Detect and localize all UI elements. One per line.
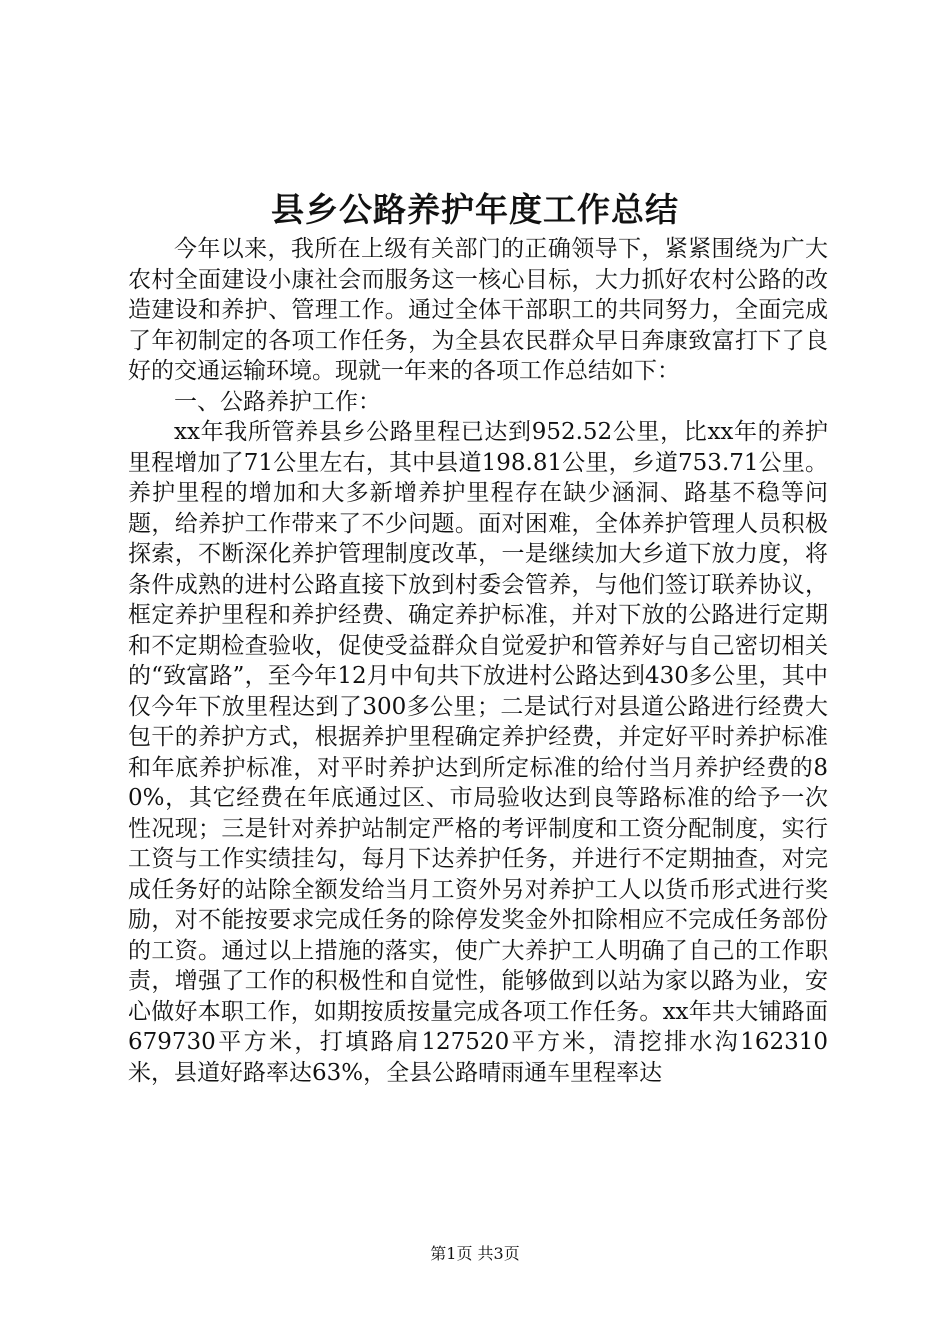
document-title: 县乡公路养护年度工作总结 [271, 190, 679, 229]
section-heading-road-maintenance: 一、公路养护工作： [174, 388, 381, 415]
paragraph-intro: 今年以来，我所在上级有关部门的正确领导下，紧紧围绕为广大农村全面建设小康社会而服务这一核心目标，大力抓好农村公路的改造建设和养护、管理工作。通过全体干部职工的共同努力，全面完成了年初制定的各项工作任务，为全县农民群众早日奔康致富打下了良好的交通运输环境。现就一年来的各项工作总结如下： [128, 236, 828, 384]
paragraph-road-maintenance: xx年我所管养县乡公路里程已达到952.52公里，比xx年的养护里程增加了71公里左右，其中县道198.81公里，乡道753.71公里。养护里程的增加和大多新增养护里程存在缺少涵洞、路基不稳等问题，给养护工作带来了不少问题。面对困难，全体养护管理人员积极探索，不断深化养护管理制度改革，一是继续加大乡道下放力度，将条件成熟的进村公路直接下放到村委会管养，与他们签订联养协议，框定养护里程和养护经费、确定养护标准，并对下放的公路进行定期和不定期检查验收，促使受益群众自觉爱护和管养好与自己密切相关的“致富路”，至今年12月中旬共下放进村公路达到430多公里，其中仅今年下放里程达到了300多公里；二是试行对县道公路进行经费大包干的养护方式，根据养护里程确定养护经费，并定好平时养护标准和年底养护标准，对平时养护达到所定标准的给付当月养护经费的80%，其它经费在年底通过区、市局验收达到良等路标准的给予一次性况现；三是针对养护站制定严格的考评制度和工资分配制度，实行工资与工作实绩挂勾，每月下达养护任务，并进行不定期抽查，对完成任务好的站除全额发给当月工资外另对养护工人以货币形式进行奖励，对不能按要求完成任务的除停发奖金外扣除相应不完成任务部份的工资。通过以上措施的落实，使广大养护工人明确了自己的工作职责，增强了工作的积极性和自觉性，能够做到以站为家以路为业，安心做好本职工作，如期按质按量完成各项工作任务。xx年共大铺路面679730平方米，打填路肩127520平方米，清挖排水沟162310米，县道好路率达63%，全县公路晴雨通车里程率达 [128, 419, 828, 1086]
document-body [128, 234, 828, 1088]
page-footer [0, 1244, 950, 1264]
page-number: 第1页 [430, 1244, 473, 1263]
page-total: 共3页 [477, 1244, 520, 1263]
